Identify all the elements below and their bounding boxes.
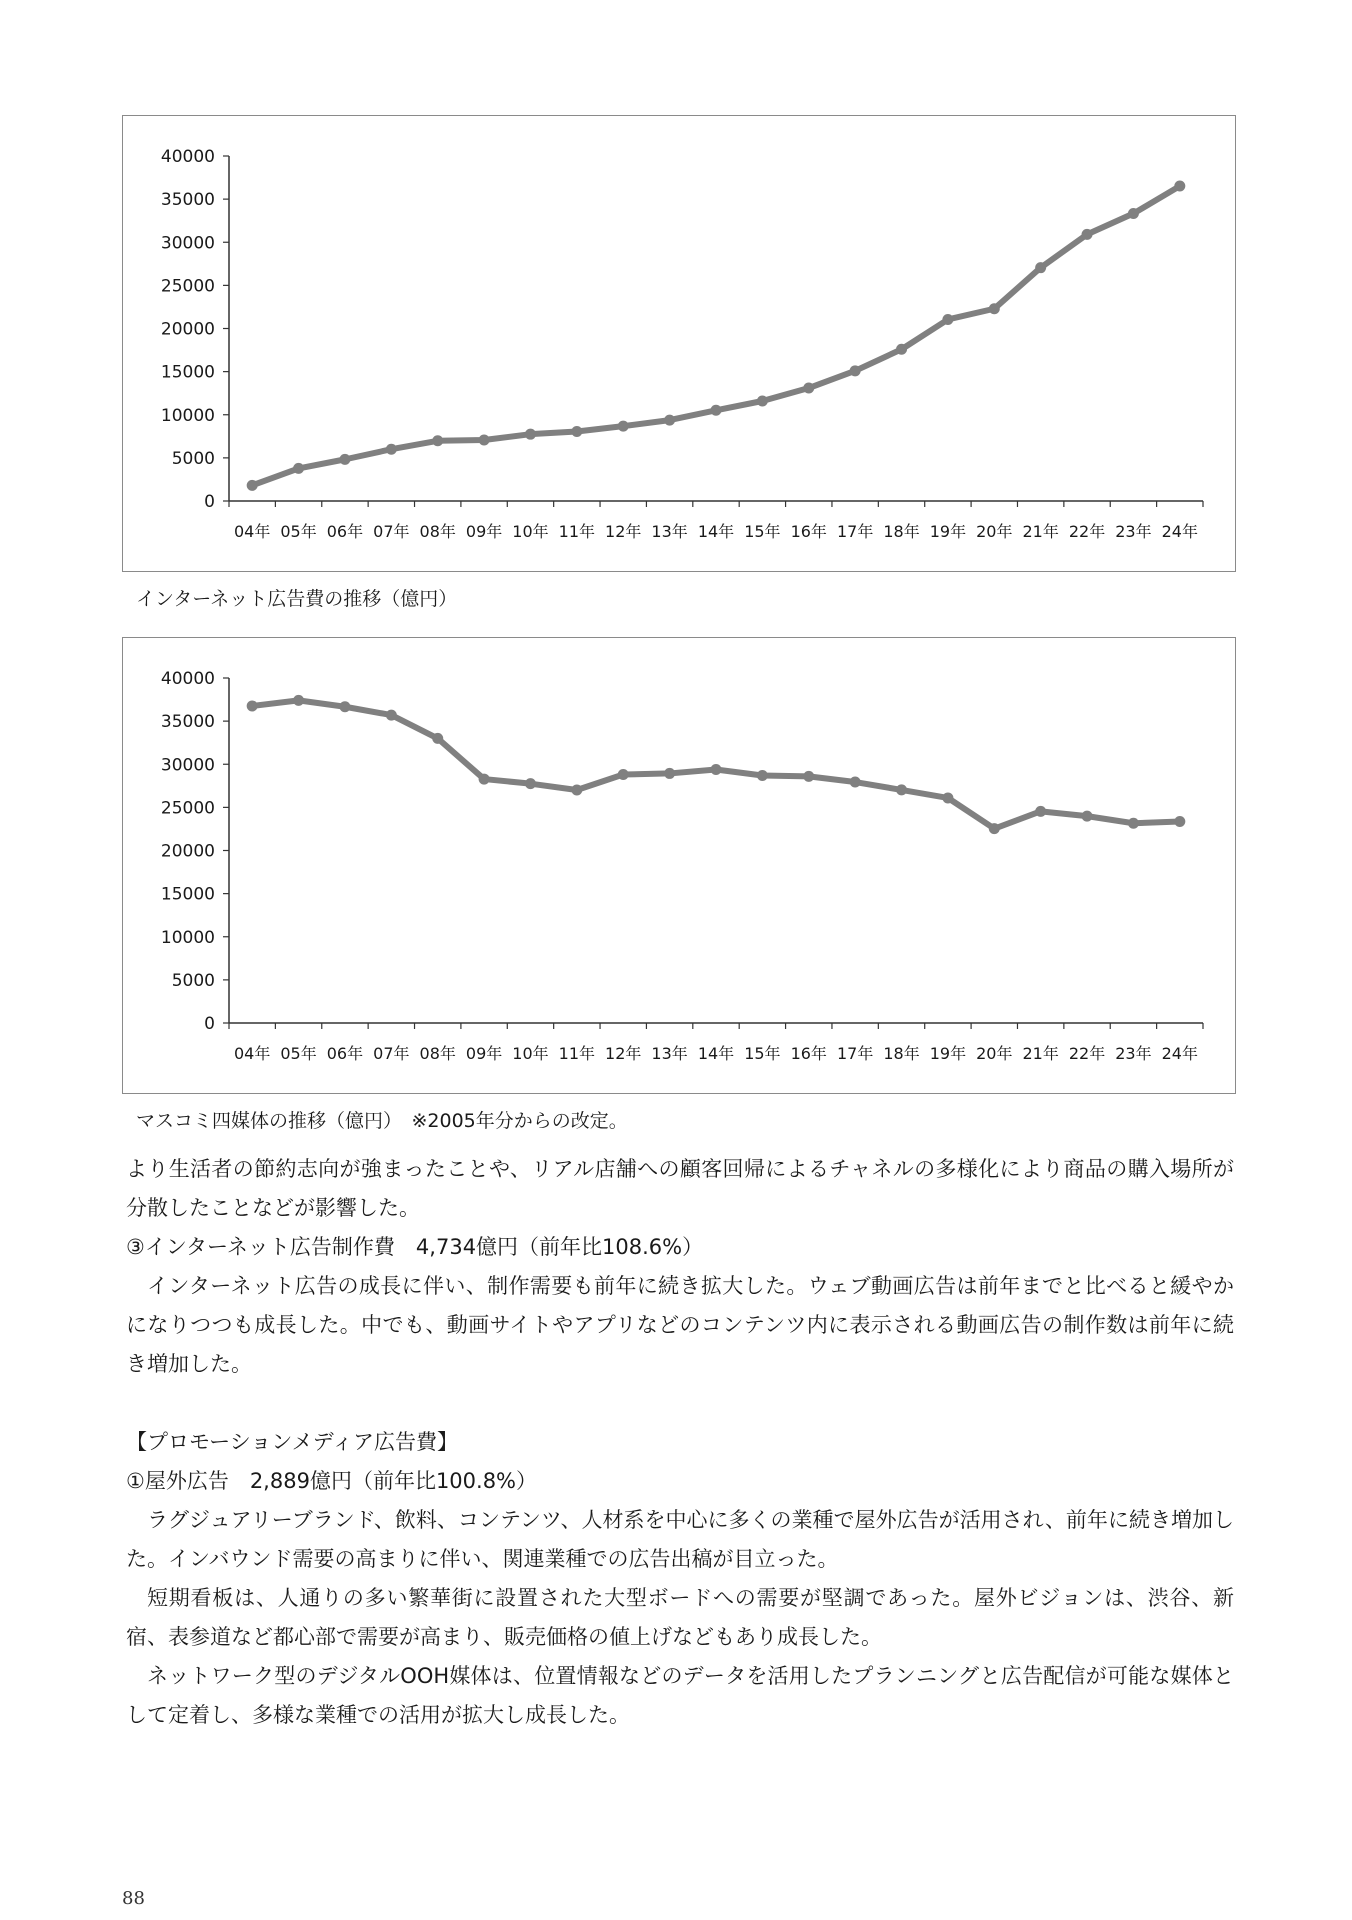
data-point (571, 426, 582, 437)
paragraph-3: ラグジュアリーブランド、飲料、コンテンツ、人材系を中心に多くの業種で屋外広告が活用され、前年に続き増加した。インバウンド需要の高まりに伴い、関連業種での広告出稿が目立った。 (126, 1508, 1234, 1571)
x-tick-label: 12年 (605, 522, 642, 541)
y-tick-label: 25000 (160, 276, 215, 297)
x-tick-label: 04年 (234, 1044, 271, 1063)
heading-internet-production: ③インターネット広告制作費 4,734億円（前年比108.6%） (126, 1235, 704, 1259)
data-point (432, 435, 443, 446)
data-point (989, 823, 1000, 834)
x-tick-label: 21年 (1022, 1044, 1059, 1063)
data-point (525, 778, 536, 789)
y-tick-label: 15000 (160, 362, 215, 383)
x-tick-label: 12年 (605, 1044, 642, 1063)
data-point (1174, 181, 1185, 192)
x-tick-label: 08年 (419, 1044, 456, 1063)
y-tick-label: 20000 (160, 841, 215, 862)
data-point (850, 777, 861, 788)
data-point (942, 792, 953, 803)
x-tick-label: 05年 (280, 522, 317, 541)
y-tick-label: 40000 (160, 147, 215, 167)
data-point (896, 784, 907, 795)
data-point (339, 454, 350, 465)
mass-media-chart (122, 637, 1236, 1094)
y-tick-label: 35000 (160, 190, 215, 211)
y-tick-label: 10000 (160, 405, 215, 426)
y-tick-label: 30000 (160, 755, 215, 776)
x-tick-label: 11年 (558, 1044, 596, 1063)
data-point (803, 383, 814, 394)
data-point (1128, 818, 1139, 829)
y-tick-label: 15000 (160, 884, 215, 905)
x-tick-label: 18年 (883, 522, 920, 541)
data-point (247, 480, 258, 491)
data-point (1035, 806, 1046, 817)
chart2-caption: マスコミ四媒体の推移（億円） ※2005年分からの改定。 (136, 1110, 628, 1132)
data-point (989, 303, 1000, 314)
data-point (1082, 229, 1093, 240)
data-point (386, 710, 397, 721)
x-tick-label: 22年 (1068, 1044, 1106, 1063)
series-line (252, 186, 1180, 485)
y-tick-label: 10000 (160, 927, 215, 948)
x-tick-label: 10年 (512, 1044, 549, 1063)
x-tick-label: 15年 (744, 522, 781, 541)
y-tick-label: 35000 (160, 712, 215, 733)
data-point (432, 733, 443, 744)
paragraph-4: 短期看板は、人通りの多い繁華街に設置された大型ボードへの需要が堅調であった。屋外ビジョンは、渋谷、新宿、表参道など都心部で需要が高まり、販売価格の値上げなどもあり成長した。 (126, 1586, 1234, 1649)
x-tick-label: 23年 (1115, 1044, 1152, 1063)
x-tick-label: 20年 (976, 522, 1013, 541)
data-point (1128, 208, 1139, 219)
data-point (664, 415, 675, 426)
data-point (339, 701, 350, 712)
x-tick-label: 07年 (373, 1044, 410, 1063)
data-point (850, 365, 861, 376)
internet-ad-chart-svg (123, 116, 1235, 571)
data-point (942, 314, 953, 325)
y-tick-label: 40000 (160, 669, 215, 689)
x-tick-label: 22年 (1068, 522, 1106, 541)
data-point (386, 444, 397, 455)
data-point (757, 770, 768, 781)
spacer (126, 1384, 1234, 1423)
y-tick-label: 30000 (160, 233, 215, 254)
x-tick-label: 17年 (836, 1044, 874, 1063)
x-tick-label: 06年 (326, 522, 364, 541)
x-tick-label: 09年 (465, 1044, 503, 1063)
data-point (1035, 262, 1046, 273)
x-tick-label: 19年 (929, 1044, 967, 1063)
y-tick-label: 0 (204, 492, 215, 512)
x-tick-label: 10年 (512, 522, 549, 541)
x-tick-label: 14年 (697, 522, 735, 541)
x-tick-label: 20年 (976, 1044, 1013, 1063)
x-tick-label: 21年 (1022, 522, 1059, 541)
data-point (1174, 816, 1185, 827)
data-point (479, 435, 490, 446)
data-point (571, 784, 582, 795)
data-point (711, 764, 722, 775)
x-tick-label: 09年 (465, 522, 503, 541)
data-point (247, 700, 258, 711)
heading-outdoor-ads: ①屋外広告 2,889億円（前年比100.8%） (126, 1469, 538, 1493)
paragraph-2: インターネット広告の成長に伴い、制作需要も前年に続き拡大した。ウェブ動画広告は前年までと比べると緩やかになりつつも成長した。中でも、動画サイトやアプリなどのコンテンツ内に表示される動画広告の制作数は前年に続き増加した。 (126, 1274, 1234, 1376)
data-point (1082, 811, 1093, 822)
data-point (479, 774, 490, 785)
x-tick-label: 16年 (790, 1044, 827, 1063)
x-tick-label: 24年 (1161, 522, 1198, 541)
x-tick-label: 08年 (419, 522, 456, 541)
paragraph-1: より生活者の節約志向が強まったことや、リアル店舗への顧客回帰によるチャネルの多様化により商品の購入場所が分散したことなどが影響した。 (126, 1157, 1234, 1220)
y-tick-label: 0 (204, 1014, 215, 1034)
x-tick-label: 14年 (697, 1044, 735, 1063)
paragraph-5: ネットワーク型のデジタルOOH媒体は、位置情報などのデータを活用したプランニングと広告配信が可能な媒体として定着し、多様な業種での活用が拡大し成長した。 (126, 1664, 1234, 1727)
x-tick-label: 07年 (373, 522, 410, 541)
x-tick-label: 15年 (744, 1044, 781, 1063)
data-point (757, 396, 768, 407)
y-tick-label: 5000 (171, 448, 215, 469)
section-heading-promotion-media: 【プロモーションメディア広告費】 (126, 1430, 459, 1454)
chart1-caption: インターネット広告費の推移（億円） (136, 588, 458, 610)
data-point (525, 429, 536, 440)
y-tick-label: 20000 (160, 319, 215, 340)
x-tick-label: 05年 (280, 1044, 317, 1063)
x-tick-label: 13年 (651, 1044, 688, 1063)
data-point (293, 463, 304, 474)
y-tick-label: 5000 (171, 970, 215, 991)
x-tick-label: 16年 (790, 522, 827, 541)
data-point (711, 405, 722, 416)
data-point (664, 768, 675, 779)
mass-media-chart-svg (123, 638, 1235, 1093)
x-tick-label: 13年 (651, 522, 688, 541)
data-point (803, 771, 814, 782)
x-tick-label: 23年 (1115, 522, 1152, 541)
y-tick-label: 25000 (160, 798, 215, 819)
page-number: 88 (122, 1888, 145, 1909)
data-point (293, 695, 304, 706)
data-point (618, 421, 629, 432)
x-tick-label: 11年 (558, 522, 596, 541)
internet-ad-chart (122, 115, 1236, 572)
x-tick-label: 06年 (326, 1044, 364, 1063)
data-point (896, 344, 907, 355)
x-tick-label: 24年 (1161, 1044, 1198, 1063)
x-tick-label: 19年 (929, 522, 967, 541)
data-point (618, 769, 629, 780)
x-tick-label: 18年 (883, 1044, 920, 1063)
body-text (126, 1150, 1234, 1735)
x-tick-label: 04年 (234, 522, 271, 541)
x-tick-label: 17年 (836, 522, 874, 541)
